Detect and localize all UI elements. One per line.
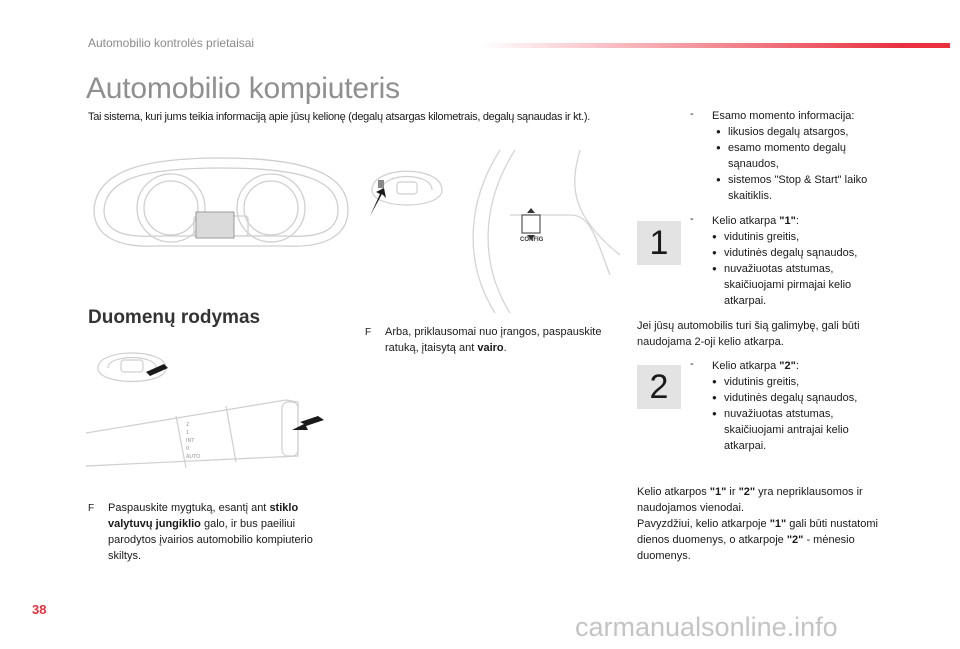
closing-text: Kelio atkarpos	[637, 486, 710, 498]
instrument-cluster-illustration	[86, 150, 356, 255]
trip-2-heading-bold: "2"	[779, 360, 796, 372]
trip-2-block	[690, 358, 890, 454]
section-header-label: Automobilio kontrolės prietaisai	[88, 36, 255, 50]
closing-bold: "2"	[738, 486, 756, 498]
trip-1-heading-text: Kelio atkarpa	[712, 215, 780, 227]
list-item: ● vidutinės degalų sąnaudos,	[712, 245, 890, 261]
list-item: ● vidutinis greitis,	[712, 229, 890, 245]
list-item: ● vidutinės degalų sąnaudos,	[712, 390, 890, 406]
wiper-stalk-illustration	[86, 338, 336, 488]
trip-2-heading-text: Kelio atkarpa	[712, 360, 780, 372]
closing-text: gali būti nustatomi dienos duomenys, o atkarpoje	[637, 518, 878, 546]
closing-bold: "1"	[709, 486, 727, 498]
steering-wheel-closeup-illustration	[460, 145, 625, 315]
header-accent-bar	[480, 43, 950, 48]
checkbox-bullet: F	[365, 327, 372, 338]
wheel-instruction-text-end: .	[503, 342, 507, 354]
closing-paragraph	[637, 484, 895, 564]
steering-wheel-illustration	[362, 150, 452, 225]
list-item: ● esamo momento degalų sąnaudos,	[716, 140, 890, 172]
wheel-instruction-bold: vairo	[477, 342, 504, 354]
page-title: Automobilio kompiuteris	[86, 72, 400, 105]
list-item: ● nuvažiuotas atstumas, skaičiuojami antrajai kelio atkarpai.	[712, 406, 890, 454]
svg-text:2: 2	[186, 422, 190, 428]
config-button-label: CONFIG	[520, 237, 544, 243]
svg-text:0: 0	[186, 446, 190, 452]
closing-text: ir	[726, 486, 739, 498]
current-info-heading: Esamo momento informacija:	[712, 110, 855, 122]
wiper-instruction	[88, 500, 338, 564]
closing-bold: "2"	[786, 534, 804, 546]
trip-2-icon: 2	[637, 365, 681, 409]
closing-text: - mėnesio duomenys.	[637, 534, 855, 562]
trip-1-heading	[712, 213, 890, 229]
trip-2-heading-colon: :	[795, 360, 799, 372]
trip-1-icon: 1	[637, 221, 681, 265]
list-item: ● sistemos "Stop & Start" laiko skaitiklis.	[716, 172, 890, 204]
page-number: 38	[32, 602, 47, 617]
trip-1-heading-colon: :	[795, 215, 799, 227]
list-item: ● vidutinis greitis,	[712, 374, 890, 390]
svg-text:AUTO: AUTO	[186, 454, 201, 460]
wheel-instruction-text: Arba, priklausomai nuo įrangos, paspauskite ratuką, įtaisytą ant	[385, 326, 602, 354]
closing-paragraph-1	[637, 484, 895, 516]
dash-marker: -	[690, 358, 694, 370]
trip-2-note: Jei jūsų automobilis turi šią galimybę, gali būti naudojama 2-oji kelio atkarpa.	[637, 320, 860, 348]
list-item: ● nuvažiuotas atstumas, skaičiuojami pirmajai kelio atkarpai.	[712, 261, 890, 309]
wheel-instruction	[365, 324, 605, 356]
closing-text: yra nepriklausomos ir naudojamos vienodai.	[637, 486, 863, 514]
watermark: carmanualsonline.info	[575, 612, 838, 642]
closing-paragraph-2	[637, 516, 895, 564]
dash-marker: -	[690, 108, 694, 120]
section-title: Duomenų rodymas	[88, 307, 261, 328]
wiper-instruction-bold: stiklo valytuvų jungiklio	[108, 502, 299, 530]
svg-text:INT: INT	[186, 438, 195, 444]
dash-marker: -	[690, 213, 694, 225]
trip-2-heading	[712, 358, 890, 374]
checkbox-bullet: F	[88, 503, 95, 514]
list-item: ● likusios degalų atsargos,	[716, 124, 890, 140]
closing-text: Pavyzdžiui, kelio atkarpoje	[637, 518, 770, 530]
closing-bold: "1"	[769, 518, 787, 530]
trip-1-block	[690, 213, 890, 309]
current-info-block	[690, 108, 890, 204]
svg-text:1: 1	[186, 430, 190, 436]
wiper-instruction-text: Paspauskite mygtuką, esantį ant	[108, 502, 270, 514]
trip-1-heading-bold: "1"	[779, 215, 796, 227]
intro-text: Tai sistema, kuri jums teikia informaciją apie jūsų kelionę (degalų atsargas kilometrais, degalų sąnaudas ir kt.).	[88, 111, 590, 123]
wiper-instruction-text-end: galo, ir bus paeiliui parodytos įvairios automobilio kompiuterio skiltys.	[108, 518, 313, 562]
